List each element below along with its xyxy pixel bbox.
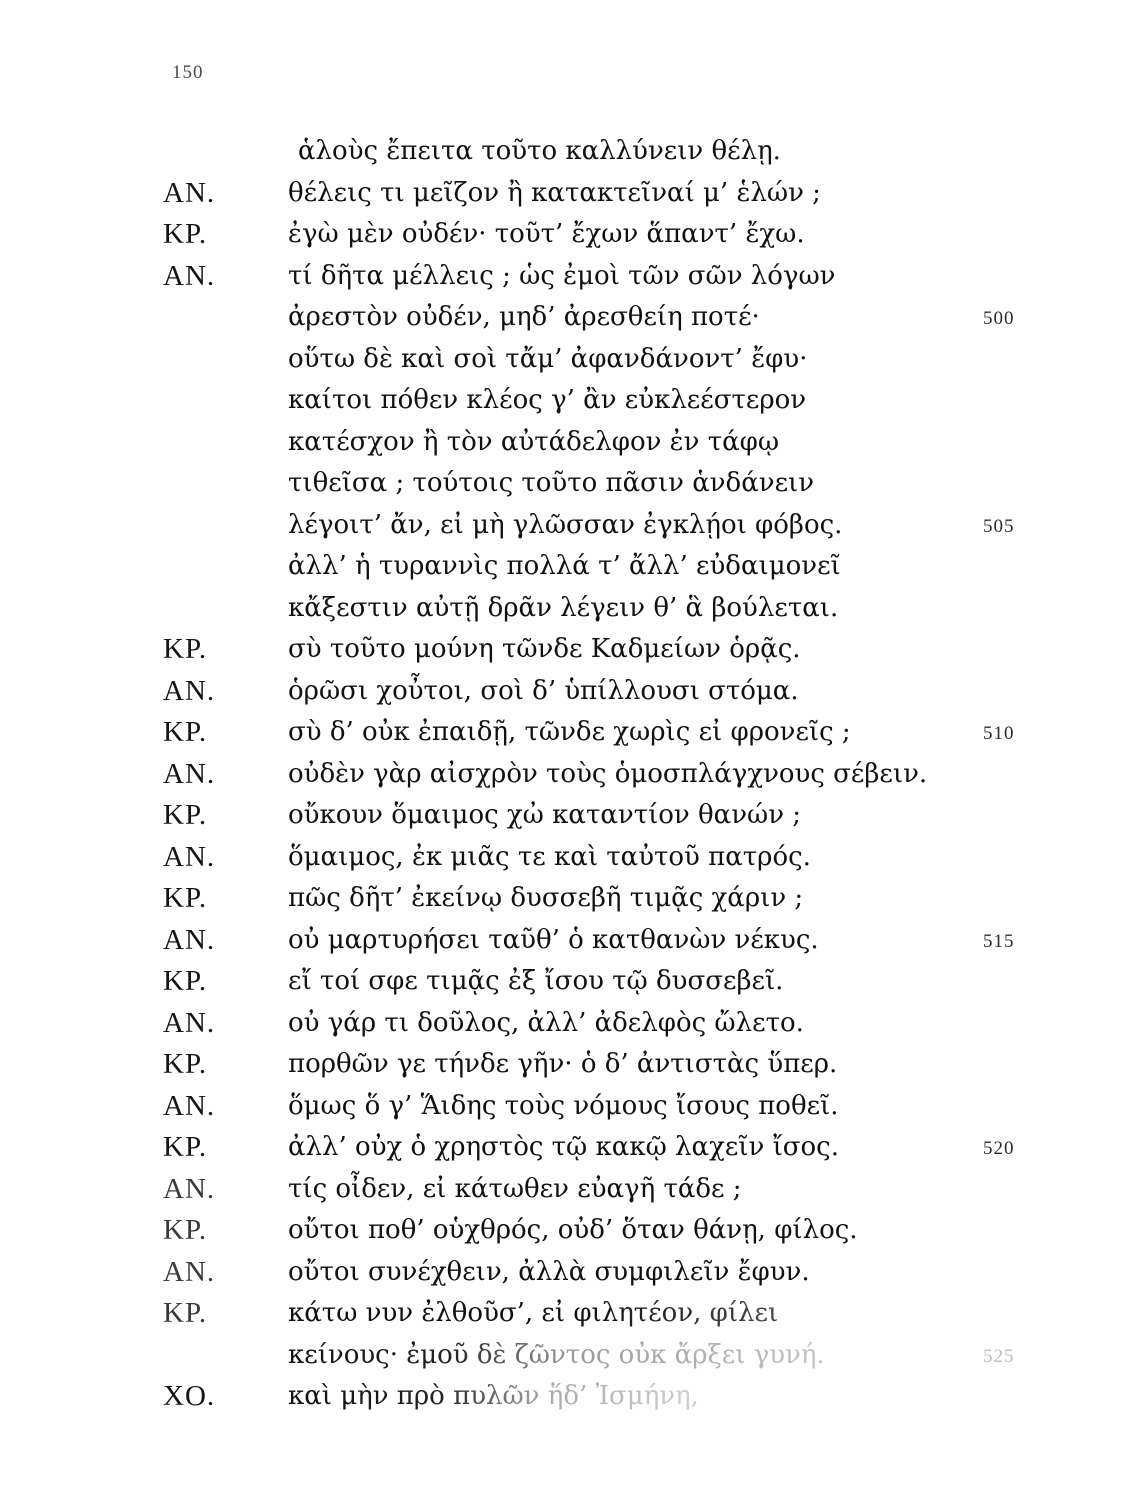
verse-line [0, 131, 1122, 173]
verse-line [0, 712, 1122, 754]
verse-line [0, 1127, 1122, 1169]
verse-line [0, 1293, 1122, 1335]
verse-text: οὔτοι ποθ’ οὑχθρός, οὐδ’ ὅταν θάνῃ, φίλος. [288, 1215, 858, 1245]
speaker-label: ΑΝ. [163, 1255, 216, 1288]
verse-line [0, 1376, 1122, 1418]
verse-text: ἀλλ’ οὐχ ὁ χρηστὸς τῷ κακῷ λαχεῖν ἴσος. [288, 1132, 839, 1162]
verse-line [0, 1335, 1122, 1377]
verse-line [0, 1086, 1122, 1128]
verse-line [0, 214, 1122, 256]
line-number: 515 [983, 930, 1015, 952]
speaker-label: ΑΝ. [163, 176, 216, 209]
speaker-label: ΑΝ. [163, 1006, 216, 1039]
verse-block [0, 131, 1122, 1418]
speaker-label: ΑΝ. [163, 1172, 216, 1205]
speaker-label: ΚΡ. [163, 799, 208, 831]
verse-text: οὕτω δὲ καὶ σοὶ τἄμ’ ἀφανδάνοντ’ ἔφυ· [288, 343, 808, 374]
line-number: 525 [983, 1345, 1015, 1367]
line-number: 500 [983, 308, 1015, 329]
speaker-label: ΚΡ. [163, 1048, 208, 1080]
verse-line [0, 920, 1122, 962]
speaker-label: ΚΡ. [163, 633, 208, 665]
verse-text: ἁλοὺς ἔπειτα τοῦτο καλλύνειν θέλῃ. [298, 136, 781, 166]
page-number: 150 [172, 62, 204, 83]
verse-line [0, 837, 1122, 879]
verse-text: λέγοιτ’ ἄν, εἰ μὴ γλῶσσαν ἐγκλῄοι φόβος. [288, 509, 843, 540]
verse-line [0, 463, 1122, 505]
verse-text: ἐγὼ μὲν οὐδέν· τοῦτ’ ἔχων ἅπαντ’ ἔχω. [288, 219, 805, 249]
verse-line [0, 629, 1122, 671]
verse-text: πορθῶν γε τήνδε γῆν· ὁ δ’ ἀντιστὰς ὕπερ. [288, 1049, 838, 1079]
verse-text: κείνους· ἐμοῦ δὲ ζῶντος οὐκ ἄρξει γυνή. [288, 1335, 825, 1377]
verse-text: ὅμαιμος, ἐκ μιᾶς τε καὶ ταὐτοῦ πατρός. [288, 841, 811, 872]
verse-line [0, 380, 1122, 422]
verse-text: ὁρῶσι χοὖτοι, σοὶ δ’ ὑπίλλουσι στόμα. [288, 675, 799, 706]
verse-line [0, 878, 1122, 920]
speaker-label: ΚΡ. [163, 882, 208, 914]
speaker-label: ΧΟ. [163, 1380, 216, 1412]
verse-line [0, 256, 1122, 298]
speaker-label: ΑΝ. [163, 840, 216, 873]
line-number: 505 [983, 515, 1015, 537]
verse-line [0, 588, 1122, 630]
verse-line [0, 297, 1122, 339]
verse-line [0, 1210, 1122, 1252]
verse-line [0, 339, 1122, 381]
verse-text: οὐ μαρτυρήσει ταῦθ’ ὁ κατθανὼν νέκυς. [288, 924, 819, 955]
verse-line [0, 1044, 1122, 1086]
verse-line [0, 173, 1122, 215]
speaker-label: ΑΝ. [163, 1089, 216, 1122]
verse-text: οὔτοι συνέχθειν, ἀλλὰ συμφιλεῖν ἔφυν. [288, 1256, 810, 1287]
verse-text: πῶς δῆτ’ ἐκείνῳ δυσσεβῆ τιμᾷς χάριν ; [288, 883, 804, 913]
verse-text: καίτοι πόθεν κλέος γ’ ἂν εὐκλεέστερον [288, 385, 807, 415]
speaker-label: ΑΝ. [163, 757, 216, 790]
verse-text: καὶ μὴν πρὸ πυλῶν ἥδ’ Ἰσμήνη, [288, 1376, 699, 1418]
verse-text: κάτω νυν ἐλθοῦσ’, εἰ φιλητέον, φίλει [288, 1293, 778, 1335]
speaker-label: ΑΝ. [163, 259, 216, 292]
verse-line [0, 505, 1122, 547]
speaker-label: ΚΡ. [163, 965, 208, 997]
speaker-label: ΚΡ. [163, 1297, 208, 1329]
verse-text: οὔκουν ὅμαιμος χὠ καταντίον θανών ; [288, 800, 802, 830]
verse-text: οὐ γάρ τι δοῦλος, ἀλλ’ ἀδελφὸς ὤλετο. [288, 1007, 804, 1038]
verse-line [0, 422, 1122, 464]
verse-line [0, 1003, 1122, 1045]
line-number: 520 [983, 1138, 1015, 1159]
line-number: 510 [983, 723, 1015, 744]
verse-text: ὅμως ὅ γ’ Ἅιδης τοὺς νόμους ἴσους ποθεῖ. [288, 1090, 839, 1121]
verse-text: τί δῆτα μέλλεις ; ὡς ἐμοὶ τῶν σῶν λόγων [288, 260, 836, 291]
speaker-label: ΚΡ. [163, 716, 208, 748]
verse-text: σὺ δ’ οὐκ ἐπαιδῇ, τῶνδε χωρὶς εἰ φρονεῖς ; [288, 717, 851, 747]
verse-text: κατέσχον ἢ τὸν αὐτάδελφον ἐν τάφῳ [288, 426, 780, 457]
verse-line [0, 546, 1122, 588]
verse-line [0, 754, 1122, 796]
verse-text: εἴ τοί σφε τιμᾷς ἐξ ἴσου τῷ δυσσεβεῖ. [288, 966, 784, 996]
verse-line [0, 1169, 1122, 1211]
verse-text: θέλεις τι μεῖζον ἢ κατακτεῖναί μ’ ἑλών ; [288, 177, 821, 208]
verse-line [0, 671, 1122, 713]
verse-line [0, 961, 1122, 1003]
verse-line [0, 1252, 1122, 1294]
verse-text: ἀρεστὸν οὐδέν, μηδ’ ἀρεσθείη ποτέ· [288, 302, 760, 332]
verse-text: τίς οἶδεν, εἰ κάτωθεν εὐαγῆ τάδε ; [288, 1173, 742, 1204]
verse-line [0, 795, 1122, 837]
verse-text: οὐδὲν γὰρ αἰσχρὸν τοὺς ὁμοσπλάγχνους σέβειν. [288, 758, 928, 789]
verse-text: κἄξεστιν αὐτῇ δρᾶν λέγειν θ’ ἃ βούλεται. [288, 592, 839, 623]
verse-text: ἀλλ’ ἡ τυραννὶς πολλά τ’ ἄλλ’ εὐδαιμονεῖ [288, 551, 841, 581]
speaker-label: ΚΡ. [163, 1131, 208, 1163]
verse-text: σὺ τοῦτο μούνη τῶνδε Καδμείων ὁρᾷς. [288, 634, 801, 664]
speaker-label: ΚΡ. [163, 218, 208, 250]
verse-text: τιθεῖσα ; τούτοις τοῦτο πᾶσιν ἁνδάνειν [288, 468, 815, 498]
speaker-label: ΚΡ. [163, 1214, 208, 1246]
speaker-label: ΑΝ. [163, 923, 216, 956]
speaker-label: ΑΝ. [163, 674, 216, 707]
